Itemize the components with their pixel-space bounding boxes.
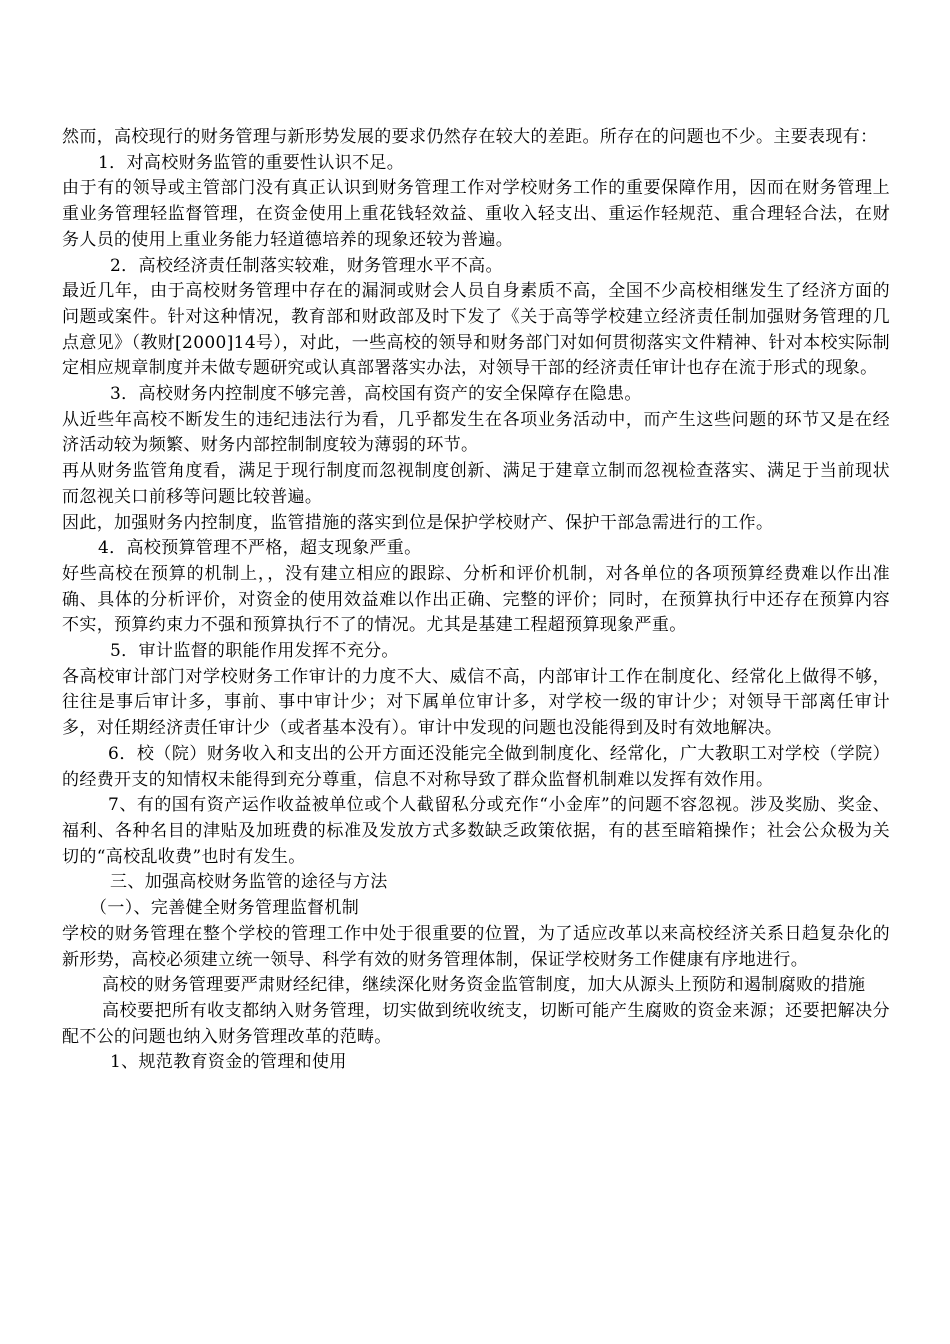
paragraph-discipline: 高校的财务管理要严肃财经纪律，继续深化财务资金监管制度，加大从源头上预防和遏制腐败的措施	[102, 975, 866, 996]
item-heading-5: 5．审计监督的职能作用发挥不充分。	[110, 641, 399, 662]
paragraph-item-2: 最近几年，由于高校财务管理中存在的漏洞或财会人员自身素质不高，全国不少高校相继发生了经济方面的问题或案件。针对这种情况，教育部和财政部及时下发了《关于高等学校建立经济责任制加强财务管理的几点意见》（教财[2000]14号），对此，一些高校的领导和财务部门对如何贯彻落实文件精神、针对本校实际制定相应规章制度并未做专题研究或认真部署落实办法，对领导干部的经济责任审计也存在流于形式的现象。	[62, 281, 890, 379]
paragraph-item-3a: 从近些年高校不断发生的违纪违法行为看，几乎都发生在各项业务活动中，而产生这些问题的环节又是在经济活动较为频繁、财务内部控制制度较为薄弱的环节。	[62, 409, 890, 456]
item-heading-3: 3．高校财务内控制度不够完善，高校国有资产的安全保障存在隐患。	[110, 384, 642, 405]
section-heading-3: 三、加强高校财务监管的途径与方法	[110, 872, 388, 893]
paragraph-income: 高校要把所有收支都纳入财务管理，切实做到统收统支，切断可能产生腐败的资金来源；还要把解决分配不公的问题也纳入财务管理改革的范畴。	[62, 1000, 890, 1047]
paragraph-subsection-1: 学校的财务管理在整个学校的管理工作中处于很重要的位置，为了适应改革以来高校经济关系日趋复杂化的新形势，高校必须建立统一领导、科学有效的财务管理体制，保证学校财务工作健康有序地进行。	[62, 923, 890, 970]
paragraph-item-3c: 因此，加强财务内控制度，监管措施的落实到位是保护学校财产、保护干部急需进行的工作。	[62, 512, 774, 533]
paragraph-item-4: 好些高校在预算的机制上，，没有建立相应的跟踪、分析和评价机制，对各单位的各项预算经费难以作出准确、具体的分析评价，对资金的使用效益难以作出正确、完整的评价；同时，在预算执行中还存在预算内容不实，预算约束力不强和预算执行不了的情况。尤其是基建工程超预算现象严重。	[62, 563, 890, 636]
paragraph-item-1: 由于有的领导或主管部门没有真正认识到财务管理工作对学校财务工作的重要保障作用，因而在财务管理上重业务管理轻监督管理，在资金使用上重花钱轻效益、重收入轻支出、重运作轻规范、重合理轻合法，在财务人员的使用上重业务能力轻道德培养的现象还较为普遍。	[62, 178, 890, 250]
paragraph-item-3b: 再从财务监管角度看，满足于现行制度而忽视制度创新、满足于建章立制而忽视检查落实、满足于当前现状而忽视关口前移等问题比较普遍。	[62, 461, 890, 507]
paragraph-item-5: 各高校审计部门对学校财务工作审计的力度不大、威信不高，内部审计工作在制度化、经常化上做得不够，往往是事后审计多，事前、事中审计少；对下属单位审计多，对学校一级的审计少；对领导干部离任审计多，对任期经济责任审计少（或者基本没有）。审计中发现的问题也没能得到及时有效地解决。	[62, 666, 890, 739]
item-heading-1: 1．对高校财务监管的重要性认识不足。	[98, 152, 405, 173]
item-heading-4: 4．高校预算管理不严格，超支现象严重。	[98, 538, 422, 559]
paragraph-intro: 然而，高校现行的财务管理与新形势发展的要求仍然存在较大的差距。所存在的问题也不少。主要表现有：	[62, 127, 878, 147]
document-page	[62, 125, 890, 1076]
paragraph-item-6: 6．校（院）财务收入和支出的公开方面还没能完全做到制度化、经常化，广大教职工对学校（学院）的经费开支的知情权未能得到充分尊重，信息不对称导致了群众监督机制难以发挥有效作用。	[62, 743, 890, 790]
paragraph-item-7: 7、有的国有资产运作收益被单位或个人截留私分或充作“小金库”的问题不容忽视。涉及奖励、奖金、福利、各种名目的津贴及加班费的标准及发放方式多数缺乏政策依据，有的甚至暗箱操作；社会公众极为关切的“高校乱收费”也时有发生。	[62, 795, 890, 867]
item-heading-2: 2．高校经济责任制落实较难，财务管理水平不高。	[110, 255, 503, 276]
item-heading-funds: 1、规范教育资金的管理和使用	[110, 1052, 347, 1073]
subsection-heading-1: （一）、完善健全财务管理监督机制	[90, 898, 360, 919]
